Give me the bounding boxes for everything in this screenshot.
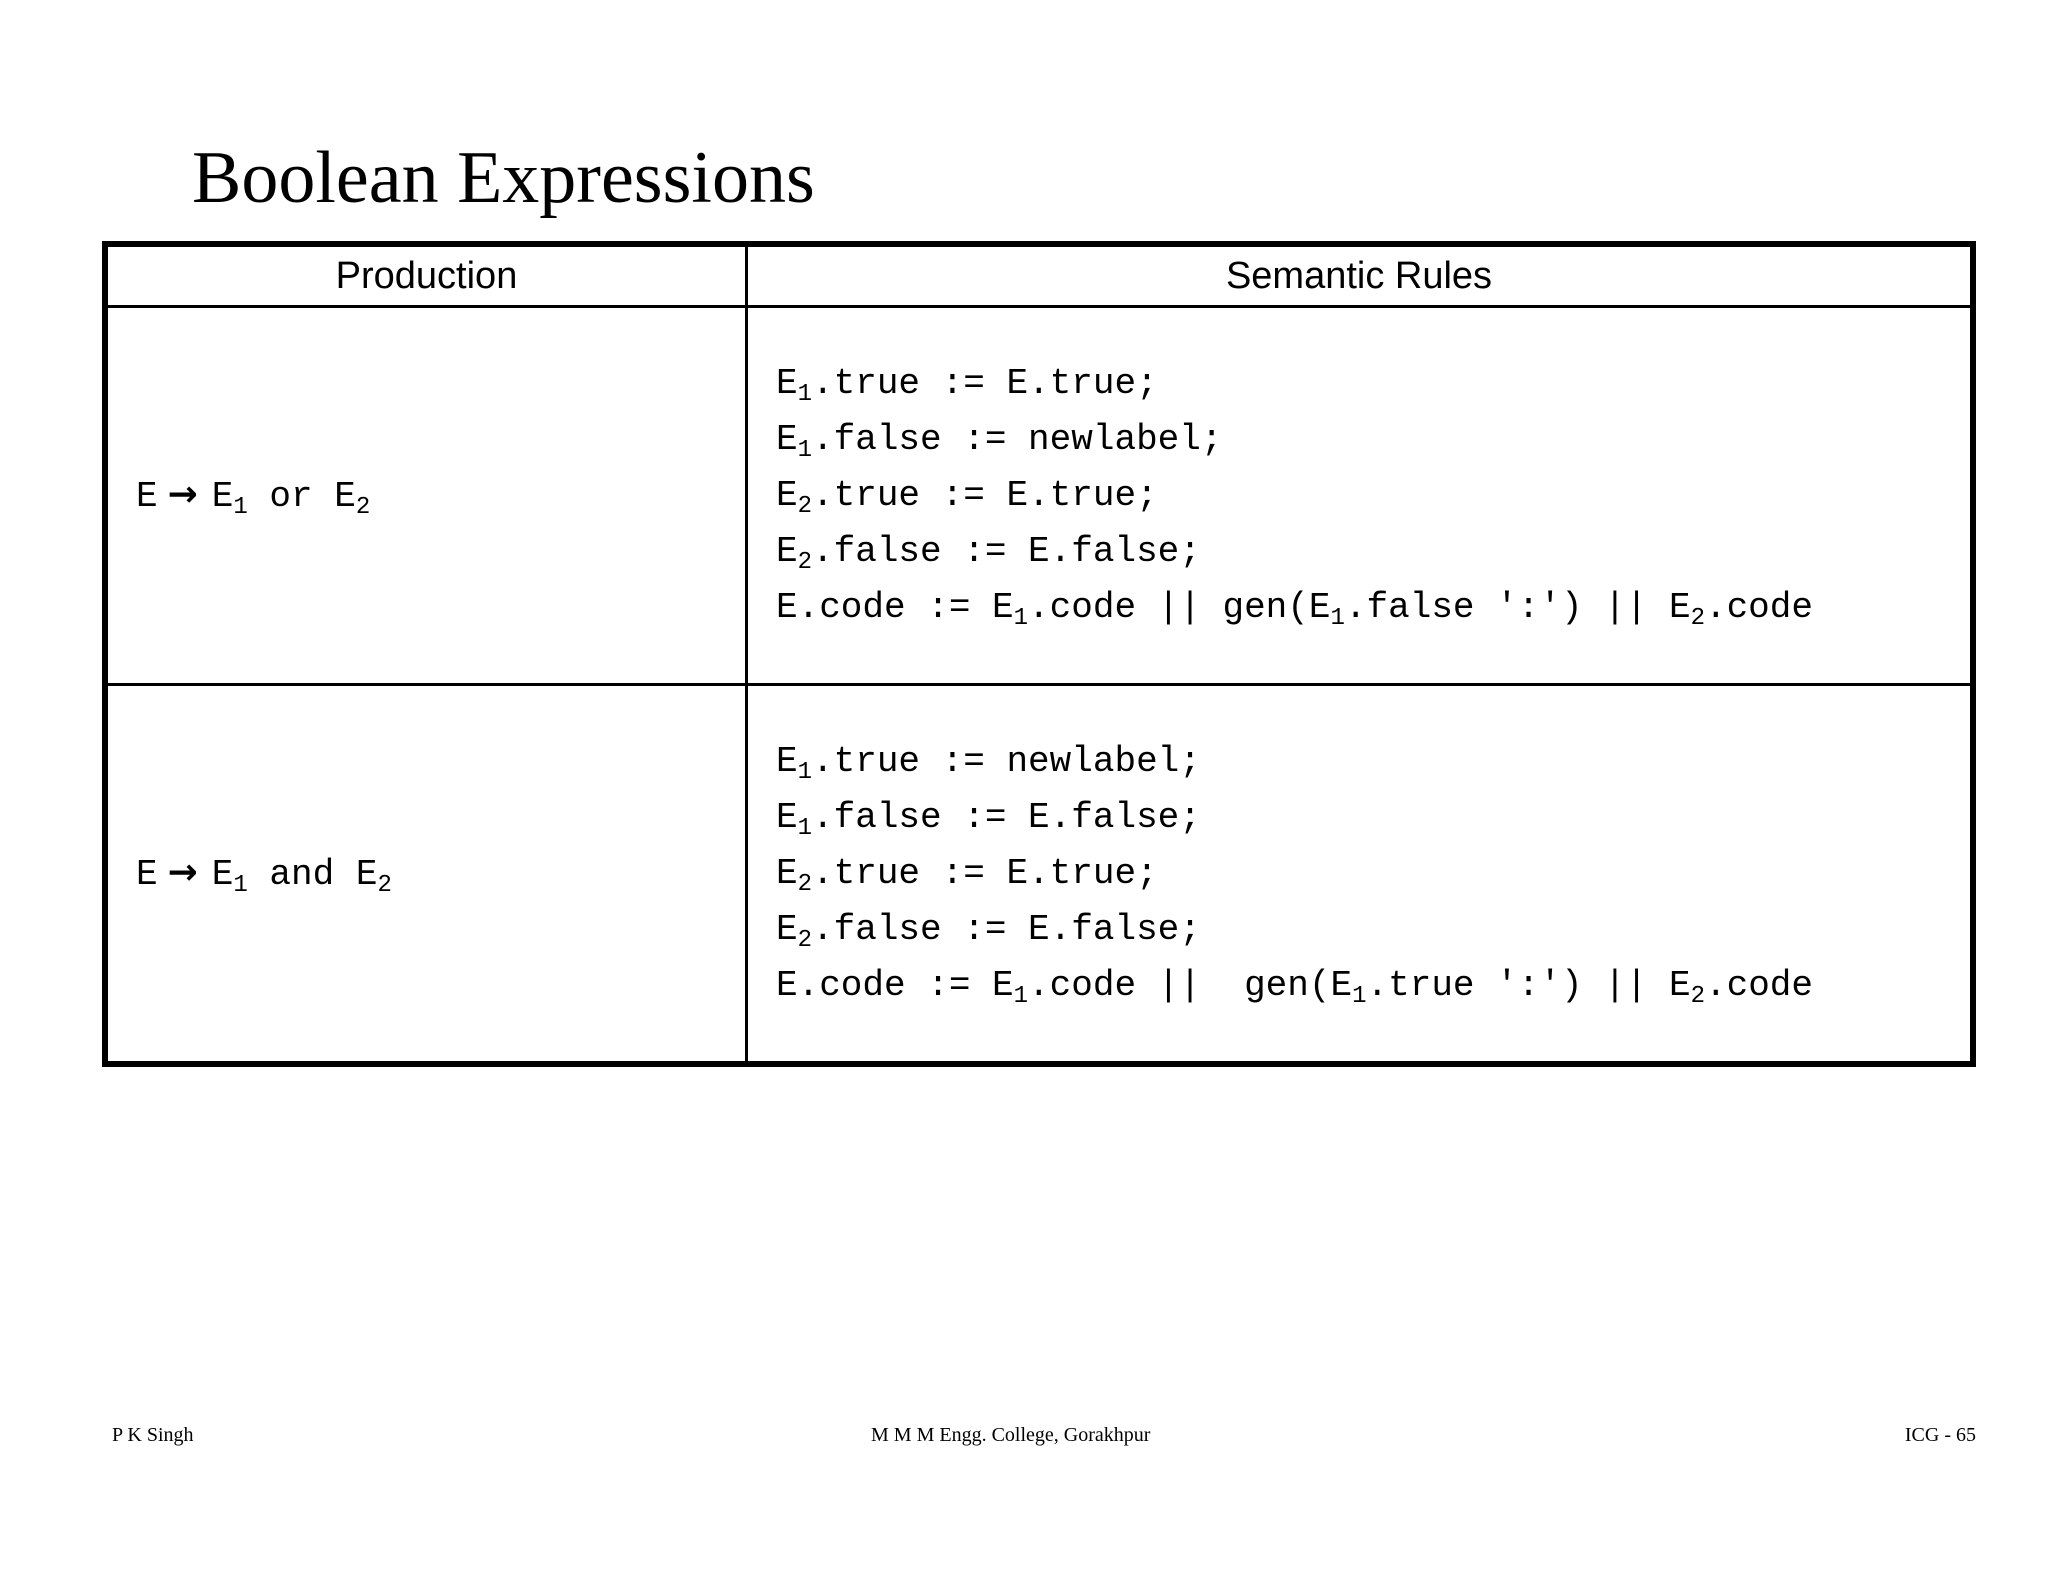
subscript: 1 (1352, 982, 1367, 1010)
production-operand-2: E (334, 476, 356, 517)
footer-author: P K Singh (112, 1424, 194, 1446)
subscript: 1 (1013, 982, 1029, 1010)
rule-line (776, 524, 1970, 580)
subscript: 1 (797, 814, 813, 842)
rule-line (776, 468, 1970, 524)
subscript: 1 (797, 380, 813, 408)
rule-line (776, 902, 1970, 958)
page-title: Boolean Expressions (192, 137, 815, 219)
rule-line (776, 958, 1970, 1014)
subscript: 2 (1690, 604, 1705, 632)
rule-text: .code (1704, 586, 1813, 628)
rule-symbol: E (776, 418, 798, 460)
rule-line (776, 412, 1970, 468)
rule-text: .false := newlabel; (812, 418, 1223, 460)
semantic-rules-cell (747, 307, 1974, 685)
subscript: 1 (1330, 604, 1345, 632)
rule-symbol: E (776, 796, 798, 838)
rule-line (776, 734, 1970, 790)
table-row (105, 307, 1973, 685)
production-lhs: E (136, 854, 158, 895)
subscript: 2 (377, 872, 392, 899)
subscript: 2 (797, 492, 813, 520)
production-operand-1: E (211, 854, 234, 895)
right-arrow-icon: → (167, 474, 198, 515)
semantic-rules-cell (747, 685, 1974, 1065)
semantic-rules-table (102, 241, 1976, 1067)
footer-institution: M M M Engg. College, Gorakhpur (871, 1424, 1151, 1446)
right-arrow-icon: → (167, 852, 198, 893)
rule-line (776, 356, 1970, 412)
footer-slide-number: ICG - 65 (1904, 1424, 1976, 1446)
table-row (105, 685, 1973, 1065)
production-cell (105, 307, 747, 685)
rule-text: .true := E.true; (812, 362, 1158, 404)
rule-line (776, 846, 1970, 902)
rule-text: .false := E.false; (812, 908, 1201, 950)
rule-text: .false := E.false; (812, 796, 1201, 838)
subscript: 1 (1013, 604, 1029, 632)
subscript: 2 (797, 548, 813, 576)
subscript: 2 (1690, 982, 1705, 1010)
rule-symbol: E (776, 908, 798, 950)
rule-text: E.code := E (776, 964, 1014, 1006)
rule-text: .false ':') || E (1344, 586, 1691, 628)
production-operator: and (269, 854, 335, 895)
subscript: 1 (797, 436, 813, 464)
rule-text: .true := newlabel; (812, 740, 1201, 782)
subscript: 2 (797, 926, 813, 954)
rule-text: .false := E.false; (812, 530, 1201, 572)
production-operand-1: E (211, 476, 234, 517)
rule-symbol: E (776, 852, 798, 894)
rule-text: .code || gen(E (1028, 964, 1353, 1006)
production-operand-2: E (355, 854, 378, 895)
rule-symbol: E (776, 362, 798, 404)
subscript: 1 (233, 872, 248, 899)
rule-text: .true := E.true; (812, 852, 1158, 894)
production-operator: or (269, 476, 313, 517)
rule-symbol: E (776, 530, 798, 572)
rule-text: .code || gen(E (1028, 586, 1331, 628)
rule-line (776, 580, 1970, 636)
rule-text: E.code := E (776, 586, 1014, 628)
table-header-row (105, 244, 1973, 307)
production-lhs: E (136, 476, 158, 517)
subscript: 2 (355, 494, 371, 521)
rule-text: .code (1704, 964, 1814, 1006)
rule-text: .true := E.true; (812, 474, 1158, 516)
rule-line (776, 790, 1970, 846)
production-cell (105, 685, 747, 1065)
rule-text: .true ':') || E (1366, 964, 1691, 1006)
subscript: 2 (797, 870, 813, 898)
production-header: Production (105, 244, 747, 307)
subscript: 1 (797, 758, 813, 786)
rule-symbol: E (776, 474, 798, 516)
rule-symbol: E (776, 740, 798, 782)
subscript: 1 (233, 494, 248, 521)
semantic-rules-header: Semantic Rules (747, 244, 1974, 307)
